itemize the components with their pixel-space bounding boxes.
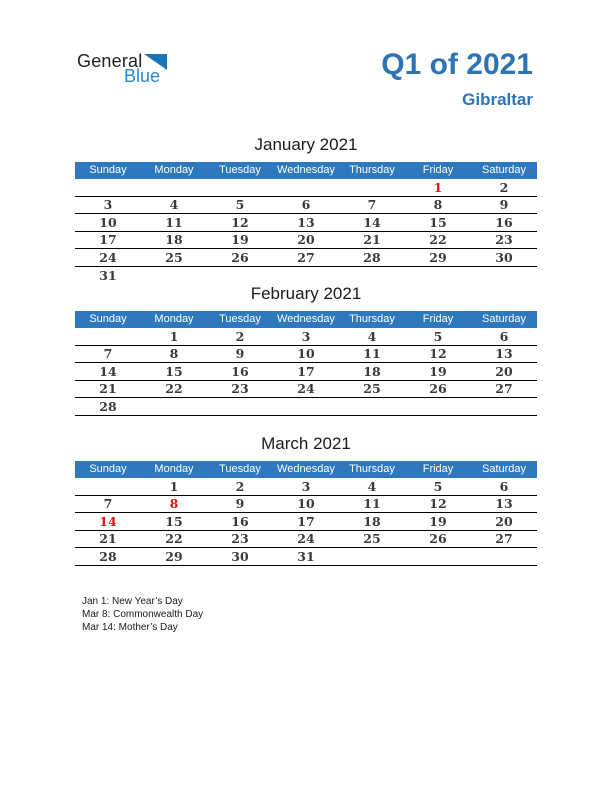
day-cell: 6 (499, 478, 509, 494)
day-cell: 10 (297, 496, 315, 512)
holiday-notes (82, 595, 203, 635)
day-cell: 8 (169, 496, 179, 512)
day-cell: 22 (429, 232, 447, 248)
day-cell: 29 (429, 249, 447, 265)
weekday-wednesday: Wednesday (277, 463, 335, 475)
weekday-saturday: Saturday (481, 463, 527, 475)
day-cell: 28 (363, 249, 381, 265)
week-row (75, 496, 537, 514)
month-title-february: February 2021 (250, 284, 362, 303)
day-cell: 4 (169, 197, 179, 213)
day-cell: 29 (165, 548, 183, 564)
day-cell: 1 (169, 478, 179, 494)
day-cell: 7 (103, 346, 113, 362)
day-cell: 17 (297, 363, 315, 379)
weekday-tuesday: Tuesday (219, 164, 261, 176)
month-grid-february (75, 328, 537, 416)
month-january (75, 135, 537, 284)
week-row (75, 478, 537, 496)
month-title-january: January 2021 (254, 135, 358, 154)
day-cell: 10 (99, 214, 117, 230)
day-cell: 1 (433, 179, 443, 195)
month-title-march: March 2021 (261, 434, 351, 453)
day-cell: 25 (363, 381, 381, 397)
weekday-friday: Friday (422, 313, 454, 325)
weekday-monday: Monday (154, 463, 194, 475)
day-cell: 20 (495, 363, 513, 379)
weekday-thursday: Thursday (349, 164, 395, 176)
title-block (381, 50, 533, 108)
general-blue-logo (77, 52, 167, 85)
day-cell: 30 (495, 249, 513, 265)
day-cell: 2 (499, 179, 509, 195)
week-row (75, 267, 537, 285)
week-row (75, 363, 537, 381)
day-cell: 3 (301, 328, 311, 344)
day-cell: 7 (367, 197, 377, 213)
day-cell: 31 (297, 548, 315, 564)
week-row (75, 232, 537, 250)
day-cell: 20 (495, 513, 513, 529)
day-cell: 27 (495, 381, 513, 397)
logo-text-general: General (77, 51, 143, 71)
weekday-thursday: Thursday (349, 313, 395, 325)
day-cell: 14 (363, 214, 381, 230)
day-cell: 20 (297, 232, 315, 248)
day-cell: 26 (429, 381, 447, 397)
day-cell: 11 (165, 214, 183, 230)
day-cell: 15 (165, 363, 183, 379)
day-cell: 9 (499, 197, 509, 213)
day-cell: 27 (495, 531, 513, 547)
holiday-note-mar14: Mar 14: Mother’s Day (82, 622, 178, 634)
week-row (75, 197, 537, 215)
day-cell: 10 (297, 346, 315, 362)
day-cell: 19 (429, 513, 447, 529)
weekday-sunday: Sunday (89, 164, 127, 176)
month-february (75, 284, 537, 416)
day-cell: 14 (99, 363, 117, 379)
day-cell: 14 (99, 513, 117, 529)
month-march (75, 434, 537, 566)
day-cell: 31 (99, 267, 117, 283)
day-cell: 24 (297, 531, 315, 547)
weekday-header-row (75, 461, 537, 478)
week-row (75, 381, 537, 399)
day-cell: 28 (99, 398, 117, 414)
day-cell: 8 (169, 346, 179, 362)
weekday-sunday: Sunday (89, 463, 127, 475)
day-cell: 6 (301, 197, 311, 213)
day-cell: 9 (235, 346, 245, 362)
day-cell: 18 (363, 513, 381, 529)
day-cell: 21 (99, 531, 117, 547)
day-cell: 12 (231, 214, 249, 230)
weekday-wednesday: Wednesday (277, 164, 335, 176)
week-row (75, 531, 537, 549)
month-grid-january (75, 179, 537, 284)
logo-text-blue: Blue (124, 66, 161, 86)
day-cell: 6 (499, 328, 509, 344)
day-cell: 3 (301, 478, 311, 494)
day-cell: 4 (367, 478, 377, 494)
day-cell: 16 (231, 513, 249, 529)
day-cell: 3 (103, 197, 113, 213)
week-row (75, 328, 537, 346)
day-cell: 5 (235, 197, 245, 213)
day-cell: 8 (433, 197, 443, 213)
weekday-friday: Friday (422, 164, 454, 176)
page-subtitle: Gibraltar (462, 90, 533, 109)
week-row (75, 214, 537, 232)
week-row (75, 249, 537, 267)
day-cell: 23 (495, 232, 513, 248)
day-cell: 23 (231, 531, 249, 547)
day-cell: 19 (231, 232, 249, 248)
holiday-note-jan1: Jan 1: New Year’s Day (82, 596, 183, 607)
day-cell: 19 (429, 363, 447, 379)
weekday-monday: Monday (154, 313, 194, 325)
weekday-tuesday: Tuesday (219, 463, 261, 475)
weekday-tuesday: Tuesday (219, 313, 261, 325)
page-title: Q1 of 2021 (381, 48, 533, 81)
week-row (75, 179, 537, 197)
day-cell: 13 (297, 214, 315, 230)
day-cell: 1 (169, 328, 179, 344)
week-row (75, 346, 537, 364)
day-cell: 13 (495, 346, 513, 362)
day-cell: 22 (165, 381, 183, 397)
weekday-header-row (75, 311, 537, 328)
day-cell: 17 (99, 232, 117, 248)
day-cell: 26 (231, 249, 249, 265)
day-cell: 12 (429, 346, 447, 362)
day-cell: 5 (433, 328, 443, 344)
day-cell: 21 (99, 381, 117, 397)
day-cell: 11 (363, 346, 381, 362)
day-cell: 26 (429, 531, 447, 547)
week-row (75, 548, 537, 566)
day-cell: 22 (165, 531, 183, 547)
weekday-saturday: Saturday (481, 313, 527, 325)
day-cell: 11 (363, 496, 381, 512)
day-cell: 23 (231, 381, 249, 397)
day-cell: 7 (103, 496, 113, 512)
day-cell: 15 (165, 513, 183, 529)
day-cell: 2 (235, 478, 245, 494)
day-cell: 24 (297, 381, 315, 397)
day-cell: 5 (433, 478, 443, 494)
weekday-monday: Monday (154, 164, 194, 176)
day-cell: 16 (231, 363, 249, 379)
weekday-sunday: Sunday (89, 313, 127, 325)
day-cell: 9 (235, 496, 245, 512)
day-cell: 18 (165, 232, 183, 248)
weekday-wednesday: Wednesday (277, 313, 335, 325)
day-cell: 15 (429, 214, 447, 230)
week-row (75, 398, 537, 416)
day-cell: 24 (99, 249, 117, 265)
day-cell: 28 (99, 548, 117, 564)
weekday-saturday: Saturday (481, 164, 527, 176)
day-cell: 16 (495, 214, 513, 230)
day-cell: 2 (235, 328, 245, 344)
day-cell: 18 (363, 363, 381, 379)
day-cell: 25 (165, 249, 183, 265)
weekday-friday: Friday (422, 463, 454, 475)
day-cell: 4 (367, 328, 377, 344)
day-cell: 12 (429, 496, 447, 512)
holiday-note-mar8: Mar 8: Commonwealth Day (82, 609, 204, 621)
day-cell: 25 (363, 531, 381, 547)
week-row (75, 513, 537, 531)
day-cell: 13 (495, 496, 513, 512)
month-grid-march (75, 478, 537, 566)
day-cell: 27 (297, 249, 315, 265)
day-cell: 21 (363, 232, 381, 248)
weekday-header-row (75, 162, 537, 179)
day-cell: 30 (231, 548, 249, 564)
weekday-thursday: Thursday (349, 463, 395, 475)
day-cell: 17 (297, 513, 315, 529)
